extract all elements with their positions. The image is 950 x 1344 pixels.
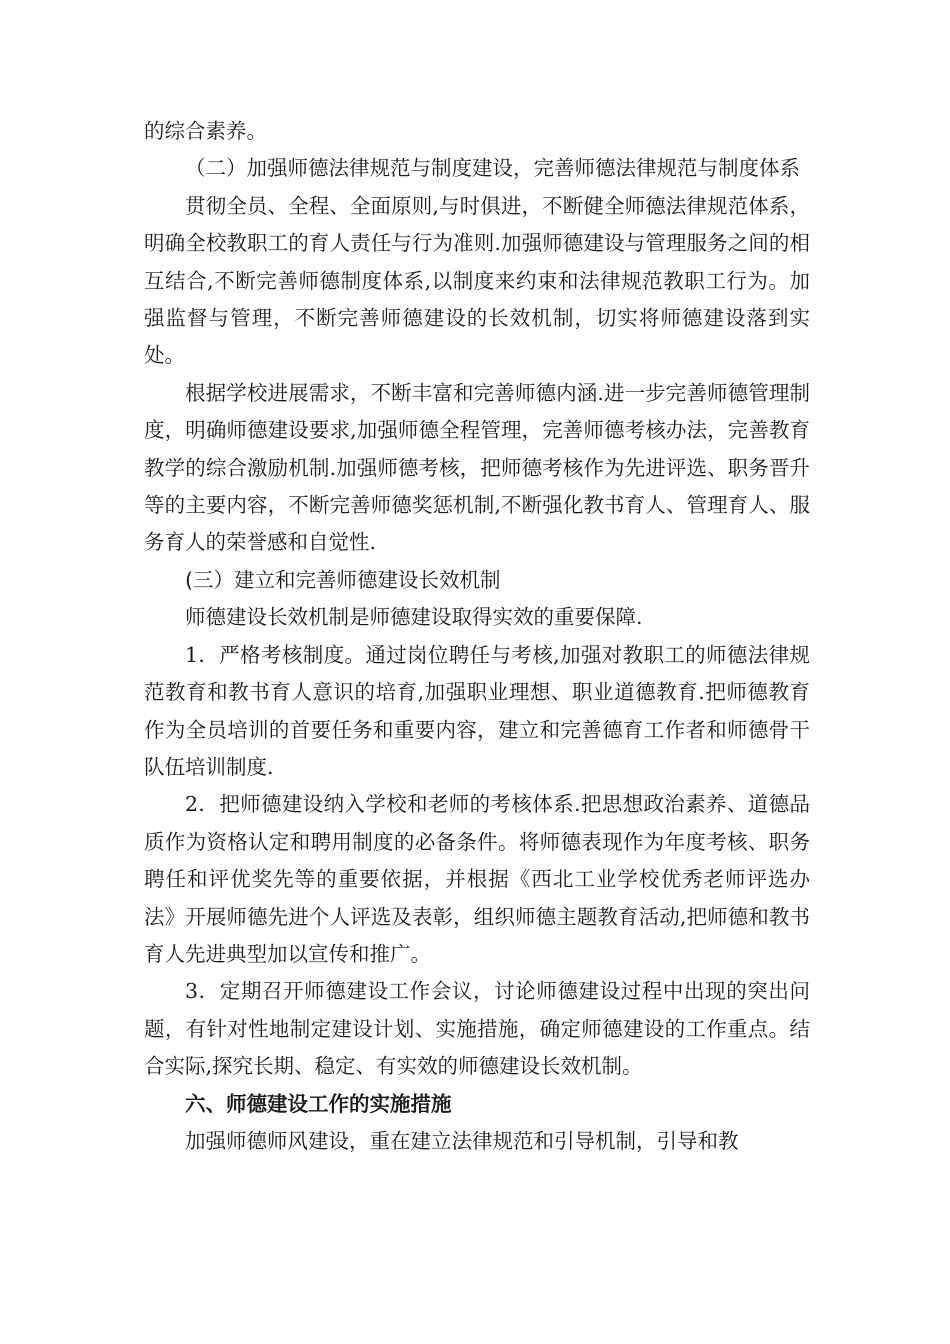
paragraph-body: 根据学校进展需求，不断丰富和完善师德内涵.进一步完善师德管理制度，明确师德建设要求,加强师德全程管理，完善师德考核办法，完善教育教学的综合激励机制.加强师德考核，把师德考核作为先进评选、职务晋升等的主要内容，不断完善师德奖惩机制,不断强化教书育人、管理育人、服务育人的荣誉感和自觉性. [144,380,810,555]
list-item-2: 2．把师德建设纳入学校和老师的考核体系.把思想政治素养、道德品质作为资格认定和聘用制度的必备条件。将师德表现作为年度考核、职务聘任和评优奖先等的重要依据，并根据《西北工业学校优秀老师评选办法》开展师德先进个人评选及表彰，组织师德主题教育活动,把师德和教书育人先进典型加以宣传和推广。 [144,792,810,966]
section-heading-6: 六、师德建设工作的实施措施 [185,1091,452,1116]
paragraph-continuation: 的综合素养。 [144,119,267,143]
section-heading-2: （二）加强师德法律规范与制度建设，完善师德法律规范与制度体系 [185,156,800,181]
paragraph-body: 师德建设长效机制是师德建设取得实效的重要保障. [185,605,643,630]
paragraph-body: 加强师德师风建设，重在建立法律规范和引导机制，引导和教 [185,1128,739,1153]
document-page [144,113,810,1160]
list-item-3: 3．定期召开师德建设工作会议，讨论师德建设过程中出现的突出问题，有针对性地制定建设计划、实施措施，确定师德建设的工作重点。结合实际,探究长期、稳定、有实效的师德建设长效机制。 [144,979,810,1079]
list-item-1: 1．严格考核制度。通过岗位聘任与考核,加强对教职工的师德法律规范教育和教书育人意识的培育,加强职业理想、职业道德教育.把师德教育作为全员培训的首要任务和重要内容，建立和完善德育工作者和师德骨干队伍培训制度. [144,642,810,779]
section-heading-3: (三）建立和完善师德建设长效机制 [185,567,501,592]
paragraph-body: 贯彻全员、全程、全面原则,与时俱进，不断健全师德法律规范体系，明确全校教职工的育人责任与行为准则.加强师德建设与管理服务之间的相互结合,不断完善师德制度体系,以制度来约束和法律规范教职工行为。加强监督与管理，不断完善师德建设的长效机制，切实将师德建设落到实处。 [144,193,810,368]
